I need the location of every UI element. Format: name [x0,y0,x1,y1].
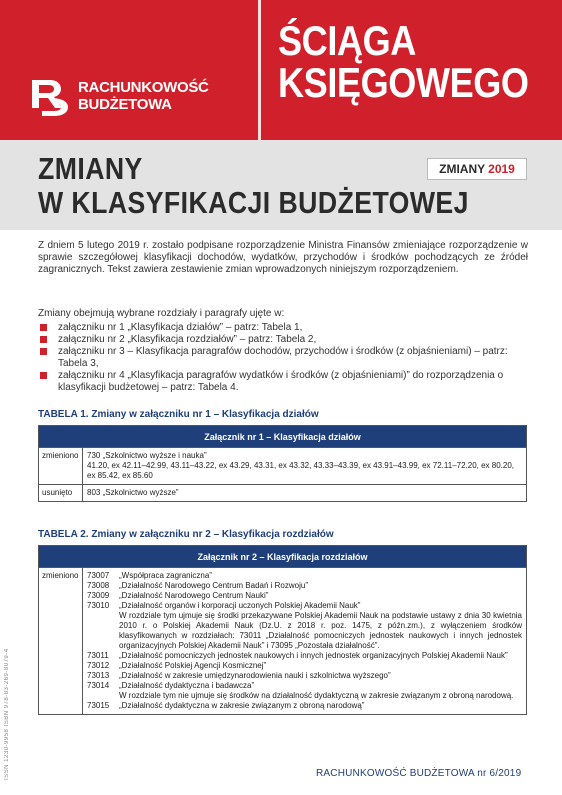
bullet-square-icon [40,336,47,343]
table-row [39,568,526,714]
chapter-code: 73007 [87,571,110,580]
row-line: 730 „Szkolnictwo wyższe i nauka” [87,451,207,460]
chapter-item [87,601,522,611]
brand [28,74,209,118]
list-item [38,334,528,346]
chapter-name: „Współpraca zagraniczna” [119,571,212,580]
chapter-name: „Działalność w zakresie umiędzynarodowienia nauki i szkolnictwa wyższego” [119,671,391,680]
brand-logo-icon [28,74,72,118]
header-divider [258,0,261,140]
badge-word: ZMIANY [439,162,486,176]
chapter-code: 73009 [87,591,110,600]
row-content [83,568,526,714]
hero-title [278,17,529,106]
table1-header: Załącznik nr 1 – Klasyfikacja działów [39,426,526,448]
row-line: 41.20, ex 42.11–42.99, 43.11–43.22, ex 43.29, 43.31, ex 43.32, 43.33–43.39, ex 43.91–43.99, ex 72.11–72.20, ex 80.20, ex 85.42, ex 85.60 [87,461,515,480]
chapter-name: „Działalność pomocniczych jednostek naukowych i innych jednostek organizacyjnych Polskiej Akademii Nauk” [119,651,508,660]
list-item-text: załączniku nr 2 „Klasyfikacja rozdziałów” – patrz: Tabela 2, [58,334,317,345]
row-line: 803 „Szkolnictwo wyższe” [87,488,179,497]
page-title-line1: ZMIANY [38,151,143,186]
chapter-name: „Działalność Polskiej Agencji Kosmicznej” [119,661,267,670]
table2-caption: TABELA 2. Zmiany w załączniku nr 2 – Klasyfikacja rozdziałów [38,529,334,540]
chapter-name: „Działalność Narodowego Centrum Nauki” [119,591,269,600]
brand-name-line1: RACHUNKOWOŚĆ [78,79,209,96]
chapter-code: 73011 [87,651,109,660]
year-badge [427,158,527,180]
row-content [83,448,526,484]
chapter-code: 73008 [87,581,110,590]
table2 [38,545,527,715]
table-row [39,484,526,501]
list-item-text: załączniku nr 4 „Klasyfikacja paragrafów wydatków i środków (z objaśnieniami)” do rozporządzenia o klasyfikacji budżetowej – patrz: Tabela 4. [58,370,504,393]
chapter-code: 73013 [87,671,110,680]
table2-header: Załącznik nr 2 – Klasyfikacja rozdziałów [39,546,526,568]
table-row [39,448,526,484]
row-content [83,485,526,501]
page-title [38,152,469,220]
chapter-item [87,661,522,671]
list-item-text: załączniku nr 3 – Klasyfikacja paragrafów dochodów, przychodów i środków (z objaśnieniami) – patrz: Tabela 3, [58,346,508,369]
chapter-item [87,651,522,661]
chapter-name: „Działalność organów i korporacji uczonych Polskiej Akademii Nauk” [119,601,361,610]
list-item [38,370,528,394]
chapter-name: „Działalność Narodowego Centrum Badań i Rozwoju” [119,581,308,590]
hero-title-line1: ŚCIĄGA [278,17,416,64]
list-intro: Zmiany obejmują wybrane rozdziały i paragrafy ujęte w: [38,308,285,319]
bullet-square-icon [40,372,47,379]
row-label: zmieniono [39,568,83,714]
table1-caption: TABELA 1. Zmiany w załączniku nr 1 – Klasyfikacja działów [38,409,319,420]
chapter-item [87,671,522,681]
bullet-square-icon [40,324,47,331]
row-label: usunięto [39,485,83,501]
chapter-code: 73012 [87,661,110,670]
chapter-code: 73010 [87,601,110,610]
hero-title-line2: KSIĘGOWEGO [278,59,529,106]
list-item [38,322,528,334]
badge-year: 2019 [488,162,515,176]
chapter-note: W rozdziale tym nie ujmuje się środków na działalność dydaktyczną w zakresie związanym z obroną narodową. [119,691,514,700]
table1 [38,425,527,502]
chapter-item [87,591,522,601]
chapter-name: „Działalność dydaktyczna w zakresie związanym z obroną narodową” [119,701,365,710]
list-item-text: załączniku nr 1 „Klasyfikacja działów” – patrz: Tabela 1, [58,322,303,333]
list-item [38,346,528,370]
intro-paragraph: Z dniem 5 lutego 2019 r. zostało podpisane rozporządzenie Ministra Finansów zmieniające rozporządzenie w sprawie szczegółowej klasyfikacji dochodów, wydatków, przychodów i środków pochodzących ze źródeł zagranicznych. Tekst zawiera zestawienie zmian wprowadzonych niniejszym rozporządzeniem. [38,240,528,275]
chapter-item [87,681,522,691]
chapter-code: 73015 [87,701,110,710]
chapter-item [87,571,522,581]
chapter-item [87,701,522,711]
row-label: zmieniono [39,448,83,484]
footer [316,768,521,779]
attachment-list [38,322,528,394]
brand-name-line2: BUDŻETOWA [78,96,172,113]
footer-publication: RACHUNKOWOŚĆ BUDŻETOWA nr 6/2019 [316,768,522,779]
bullet-square-icon [40,348,47,355]
page-title-line2: W KLASYFIKACJI BUDŻETOWEJ [38,185,469,220]
chapter-name: „Działalność dydaktyczna i badawcza” [119,681,255,690]
chapter-code: 73014 [87,681,110,690]
chapter-item [87,581,522,591]
chapter-note: W rozdziale tym ujmuje się środki przekazywane Polskiej Akademii Nauk na podstawie ustawy z dnia 30 kwietnia 2010 r. o Polskiej Akademii Nauk (Dz.U. z 2018 r. poz. 1475, z późn.zm.), z wyłączeniem środków klasyfikowanych w rozdziałach: 73011 „Działalność pomocniczych jednostek naukowych i innych jednostek organizacyjnych Polskiej Akademii Nauk” i 73095 „Pozostała działalność”. [119,611,522,650]
side-identifier: ISSN 1230-9958 ISBN 978-83-269-8079-4 [4,648,10,780]
